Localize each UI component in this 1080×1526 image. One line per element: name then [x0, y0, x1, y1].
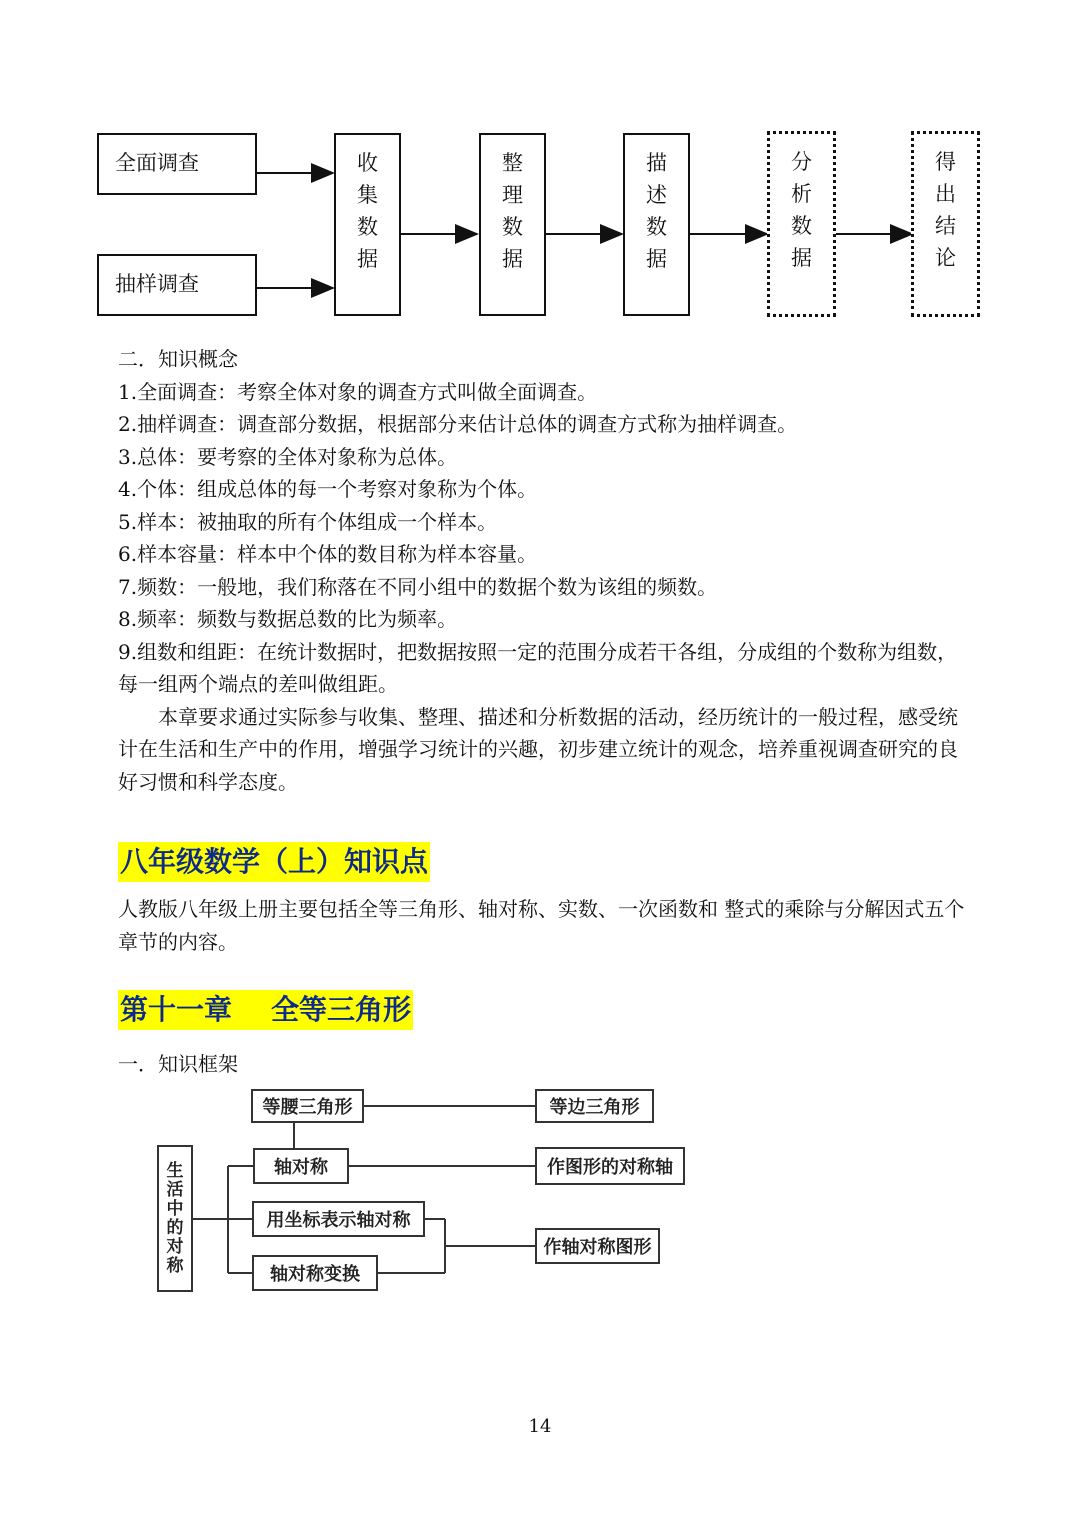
- mindmap-draw-figure-label: 作轴对称图形: [543, 1237, 652, 1258]
- mindmap-root-label: 生 活 中 的 对 称: [166, 1160, 184, 1276]
- concept-item: 3.总体：要考察的全体对象称为总体。: [118, 444, 458, 469]
- mindmap-axial-symmetry-label: 轴对称: [274, 1157, 328, 1178]
- grade8-title: 八年级数学（上）知识点: [118, 842, 430, 882]
- concepts-heading: 二．知识概念: [118, 347, 238, 371]
- sample-survey-label: 抽样调查: [115, 272, 199, 296]
- mindmap-coordinates: [252, 1201, 425, 1237]
- chapter-summary: 本章要求通过实际参与收集、整理、描述和分析数据的活动，经历统计的一般过程，感受统计在生活和生产中的作用，增强学习统计的兴趣，初步建立统计的观念，培养重视调查研究的良好习惯和科学态度。: [118, 704, 958, 794]
- grade8-intro-text: 人教版八年级上册主要包括全等三角形、轴对称、实数、一次函数和 整式的乘除与分解因式五个章节的内容。: [118, 897, 965, 954]
- concept-item: 1.全面调查：考察全体对象的调查方式叫做全面调查。: [118, 379, 598, 404]
- mindmap-equilateral-label: 等边三角形: [549, 1097, 640, 1118]
- chapter11-title: 第十一章 全等三角形: [118, 990, 413, 1030]
- framework-heading: 一．知识框架: [118, 1052, 238, 1076]
- mindmap-transform-label: 轴对称变换: [270, 1264, 360, 1285]
- organize-data-label: 整 理 数 据: [502, 151, 523, 271]
- concept-item: 9.组数和组距：在统计数据时，把数据按照一定的范围分成若干各组，分成组的个数称为组数，每一组两个端点的差叫做组距。: [118, 639, 958, 696]
- analyze-data-label: 分 析 数 据: [791, 150, 812, 270]
- concept-item: 8.频率：频数与数据总数的比为频率。: [118, 607, 458, 631]
- collect-data-label: 收 集 数 据: [357, 151, 378, 271]
- concept-item: 5.样本：被抽取的所有个体组成一个样本。: [118, 509, 498, 534]
- concept-item: 2.抽样调查：调查部分数据，根据部分来估计总体的调查方式称为抽样调查。: [118, 412, 798, 436]
- concept-item: 4.个体：组成总体的每一个考察对象称为个体。: [118, 477, 538, 501]
- mindmap-isosceles: [251, 1089, 364, 1123]
- mindmap-coordinates-label: 用坐标表示轴对称: [266, 1210, 411, 1231]
- mindmap-axial-symmetry: [253, 1148, 349, 1184]
- conclude-label: 得 出 结 论: [935, 150, 956, 270]
- mindmap-draw-axis: [535, 1147, 685, 1185]
- mindmap-transform: [252, 1255, 378, 1291]
- concept-item: 7.频数：一般地，我们称落在不同小组中的数据个数为该组的频数。: [118, 574, 718, 599]
- describe-data-label: 描 述 数 据: [646, 151, 667, 271]
- mindmap-draw-axis-label: 作图形的对称轴: [547, 1157, 673, 1178]
- mindmap-equilateral: [535, 1089, 654, 1123]
- mindmap-root: [157, 1145, 193, 1292]
- page-number: 14: [528, 1416, 552, 1437]
- mindmap-isosceles-label: 等腰三角形: [262, 1097, 353, 1118]
- mindmap-draw-figure: [535, 1228, 660, 1264]
- full-survey-label: 全面调查: [115, 151, 199, 175]
- concept-item: 6.样本容量：样本中个体的数目称为样本容量。: [118, 542, 538, 566]
